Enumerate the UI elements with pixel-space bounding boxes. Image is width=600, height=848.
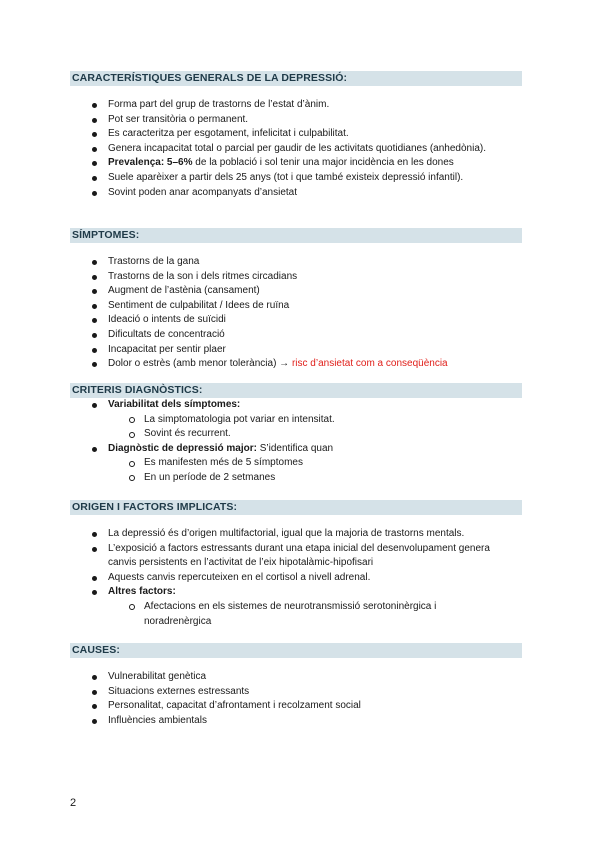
- section-header-general: CARACTERÍSTIQUES GENERALS DE LA DEPRESSIÓ:: [70, 71, 522, 86]
- bullet-icon: [92, 260, 97, 265]
- list-item: Personalitat, capacitat d’afrontament i recolzament social: [0, 699, 600, 714]
- bullet-icon: [92, 176, 97, 181]
- bullet-icon: [92, 348, 97, 353]
- bullet-icon: [92, 719, 97, 724]
- list-item: Vulnerabilitat genètica: [0, 670, 600, 685]
- list-item: Genera incapacitat total o parcial per gaudir de les activitats quotidianes (anhedònia).: [0, 142, 600, 157]
- bullet-icon: [92, 576, 97, 581]
- list-general: [0, 98, 600, 200]
- circle-bullet-icon: [129, 475, 135, 481]
- bullet-icon: [92, 547, 97, 552]
- section-header-symptoms: SÍMPTOMES:: [70, 228, 522, 243]
- list-subitem: Afectacions en els sistemes de neurotransmissió serotoninèrgica i noradrenèrgica: [0, 600, 600, 629]
- bullet-icon: [92, 690, 97, 695]
- bullet-icon: [92, 318, 97, 323]
- bullet-icon: [92, 147, 97, 152]
- list-item: Es caracteritza per esgotament, infelicitat i culpabilitat.: [0, 127, 600, 142]
- list-subitem: Es manifesten més de 5 símptomes: [0, 456, 600, 471]
- list-origin: [0, 527, 600, 629]
- list-item: Altres factors:: [0, 585, 600, 600]
- list-item: Pot ser transitòria o permanent.: [0, 113, 600, 128]
- list-item: Augment de l’astènia (cansament): [0, 284, 600, 299]
- list-item: Diagnòstic de depressió major: S’identifica quan: [0, 442, 600, 457]
- list-item: Ideació o intents de suïcidi: [0, 313, 600, 328]
- bullet-icon: [92, 304, 97, 309]
- list-criteria: [0, 398, 600, 486]
- bullet-icon: [92, 132, 97, 137]
- bullet-icon: [92, 704, 97, 709]
- list-item: Sovint poden anar acompanyats d’ansietat: [0, 186, 600, 201]
- list-item: Dolor o estrès (amb menor tolerància) → risc d’ansietat com a conseqüència: [0, 357, 600, 372]
- bullet-icon: [92, 161, 97, 166]
- bullet-icon: [92, 275, 97, 280]
- list-item: Sentiment de culpabilitat / Idees de ruïna: [0, 299, 600, 314]
- bullet-icon: [92, 590, 97, 595]
- list-item: Influències ambientals: [0, 714, 600, 729]
- bullet-icon: [92, 103, 97, 108]
- list-item: Prevalença: 5–6% de la població i sol tenir una major incidència en les dones: [0, 156, 600, 171]
- page-number: 2: [70, 797, 77, 809]
- bullet-icon: [92, 333, 97, 338]
- list-symptoms: [0, 255, 600, 372]
- bullet-icon: [92, 191, 97, 196]
- list-item: Suele aparèixer a partir dels 25 anys (tot i que també existeix depressió infantil).: [0, 171, 600, 186]
- list-item: Dificultats de concentració: [0, 328, 600, 343]
- list-item: Forma part del grup de trastorns de l’estat d’ànim.: [0, 98, 600, 113]
- list-item: Incapacitat per sentir plaer: [0, 343, 600, 358]
- list-subitem: La simptomatologia pot variar en intensitat.: [0, 413, 600, 428]
- bullet-icon: [92, 403, 97, 408]
- section-header-causes: CAUSES:: [70, 643, 522, 658]
- list-item: La depressió és d’origen multifactorial, igual que la majoria de trastorns mentals.: [0, 527, 600, 542]
- list-item: Trastorns de la son i dels ritmes circadians: [0, 270, 600, 285]
- circle-bullet-icon: [129, 417, 135, 423]
- list-item: Variabilitat dels símptomes:: [0, 398, 600, 413]
- circle-bullet-icon: [129, 432, 135, 438]
- list-subitem: Sovint és recurrent.: [0, 427, 600, 442]
- bullet-icon: [92, 532, 97, 537]
- circle-bullet-icon: [129, 604, 135, 610]
- bullet-icon: [92, 362, 97, 367]
- bullet-icon: [92, 118, 97, 123]
- list-item: L’exposició a factors estressants durant una etapa inicial del desenvolupament genera canvis persistents en l’activitat de l’eix hipotalàmic-hipofisari: [0, 542, 600, 571]
- list-subitem: En un període de 2 setmanes: [0, 471, 600, 486]
- list-item: Aquests canvis repercuteixen en el cortisol a nivell adrenal.: [0, 571, 600, 586]
- list-item: Trastorns de la gana: [0, 255, 600, 270]
- bullet-icon: [92, 447, 97, 452]
- list-causes: [0, 670, 600, 728]
- list-item: Situacions externes estressants: [0, 685, 600, 700]
- bullet-icon: [92, 675, 97, 680]
- section-header-origin: ORIGEN I FACTORS IMPLICATS:: [70, 500, 522, 515]
- section-header-criteria: CRITERIS DIAGNÒSTICS:: [70, 383, 522, 398]
- circle-bullet-icon: [129, 461, 135, 467]
- bullet-icon: [92, 289, 97, 294]
